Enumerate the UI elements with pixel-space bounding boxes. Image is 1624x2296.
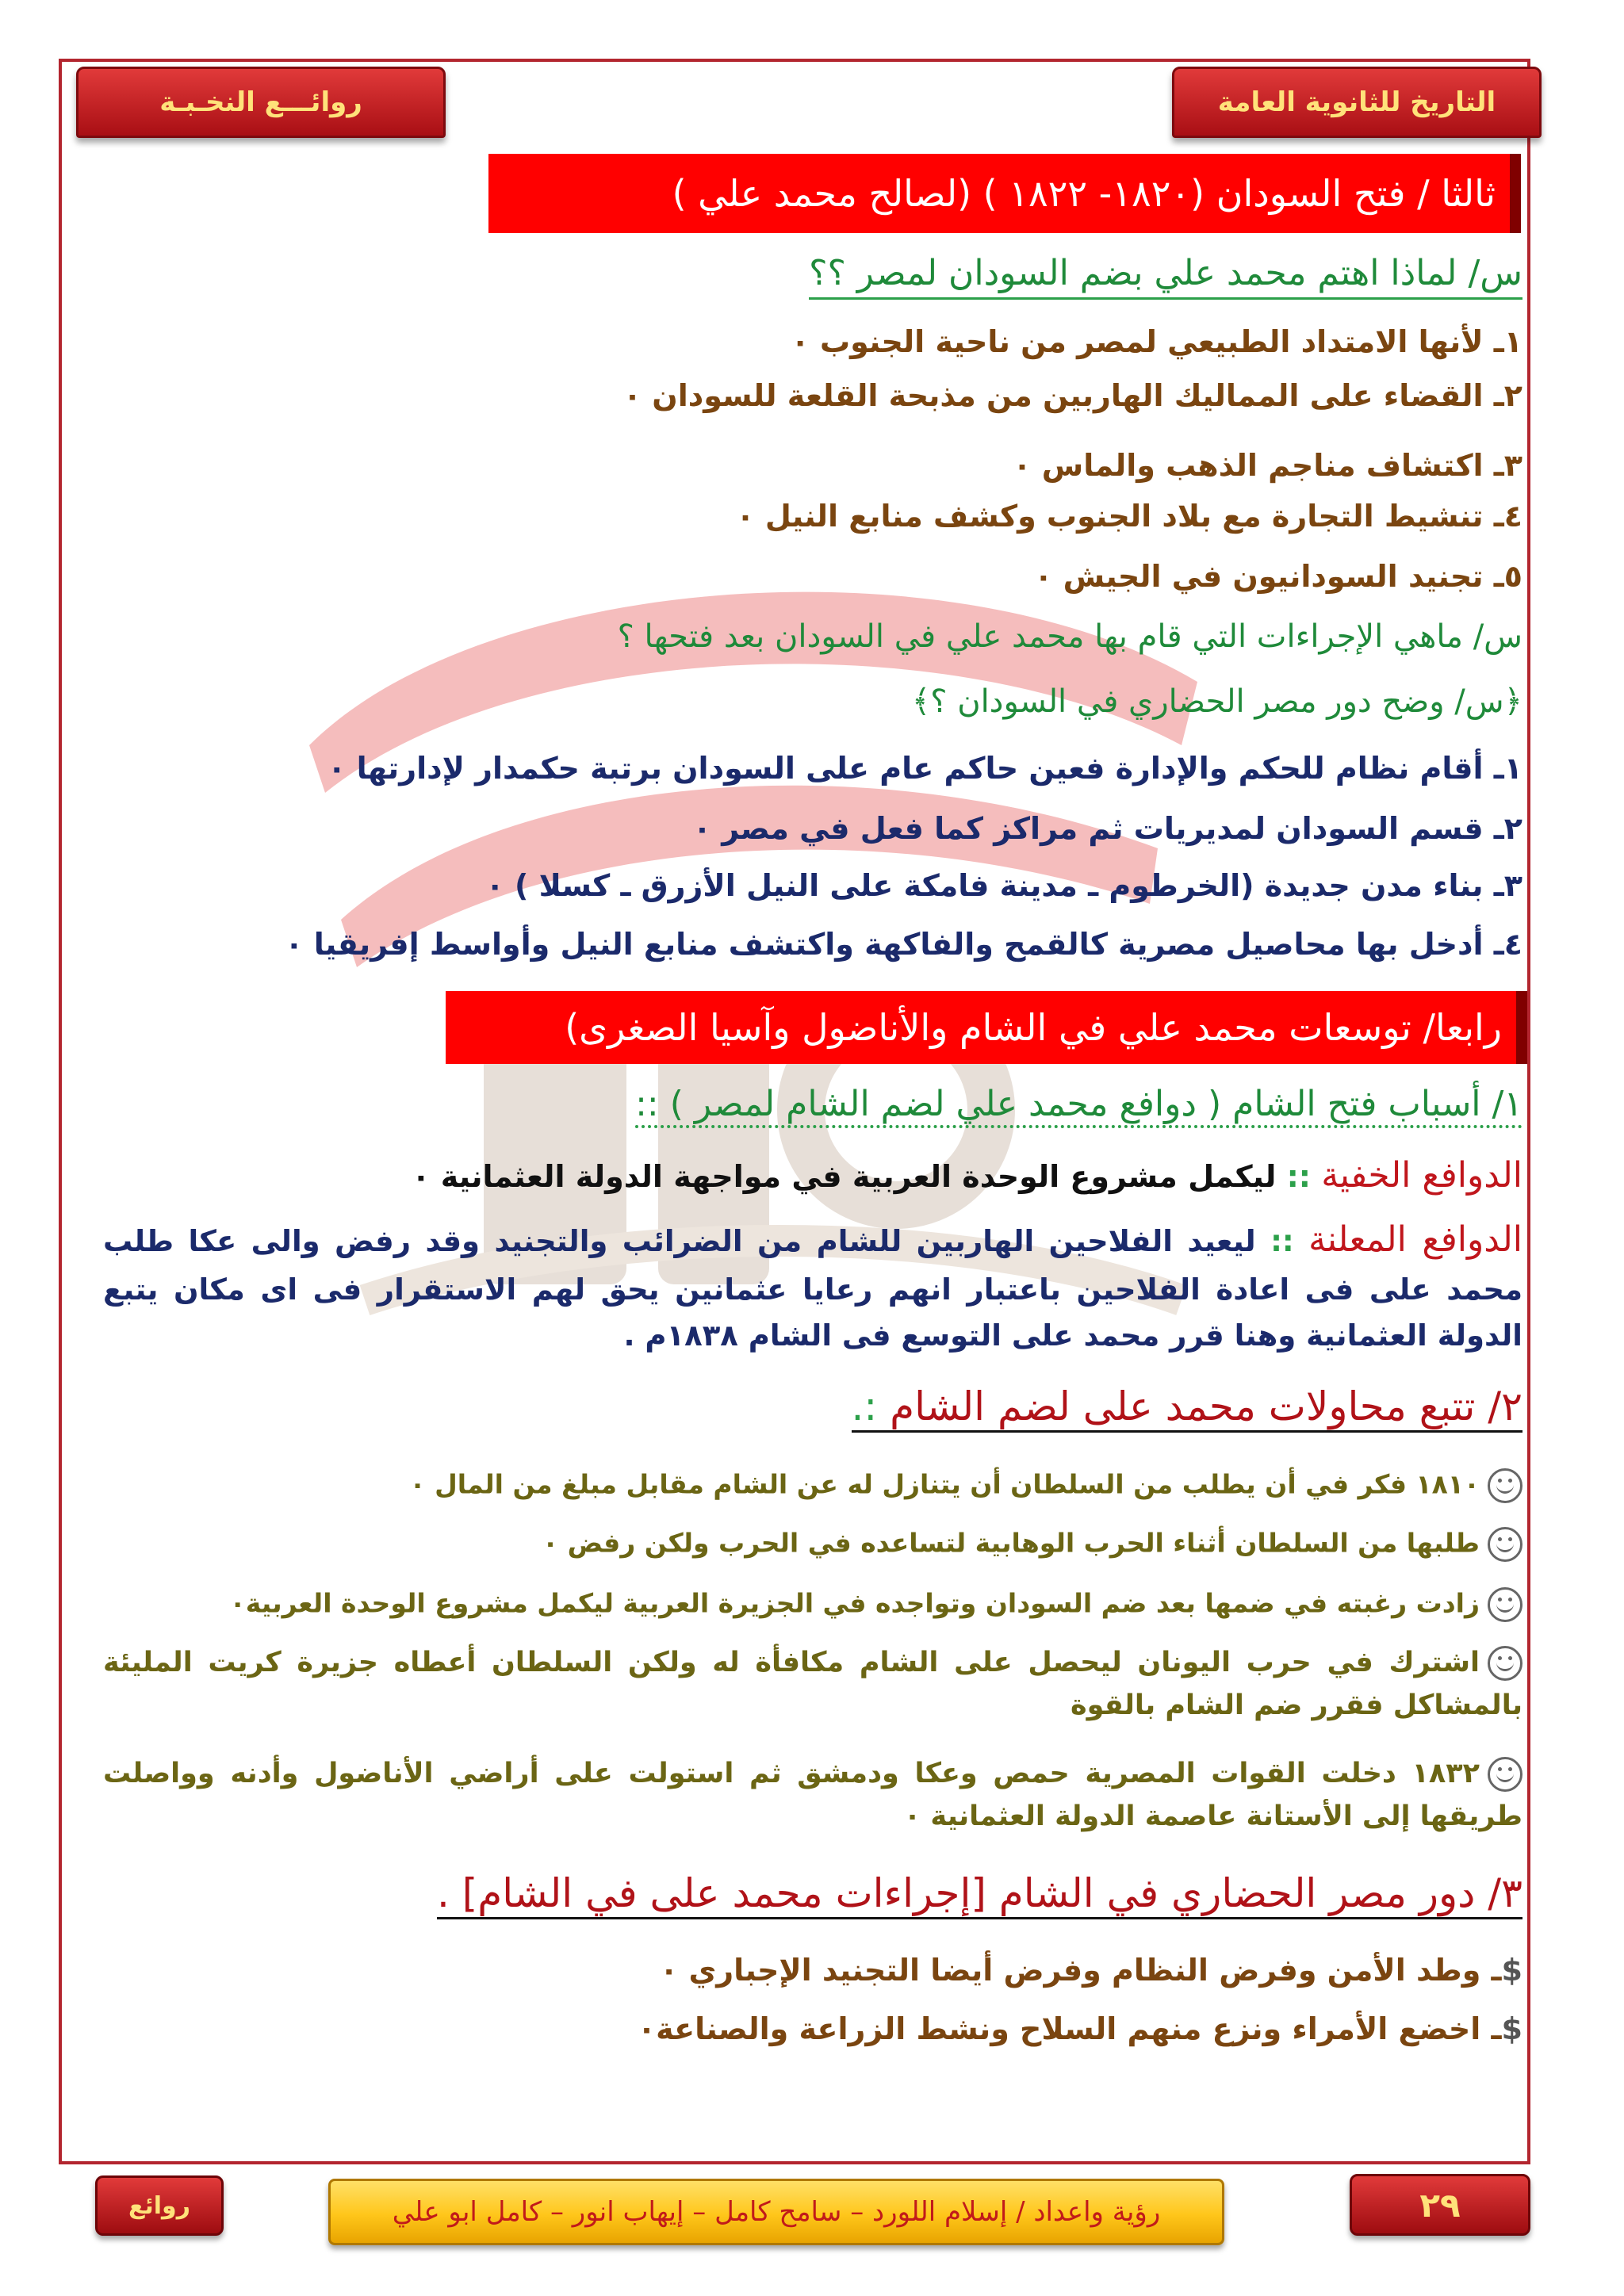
answer-item: ٢ـ القضاء على المماليك الهاربين من مذبحة القلعة للسودان ٠ (622, 378, 1522, 413)
footer-credits: رؤية واعداد / إسلام اللورد – سامح كامل – إيهاب انور – كامل ابو علي (328, 2179, 1224, 2245)
motive-hidden (412, 1156, 1522, 1196)
header-subject-tab: التاريخ للثانوية العامة (1172, 67, 1542, 138)
section-three-banner: ثالثا / فتح السودان (١٨٢٠- ١٨٢٢ ) (لصالح محمد علي ) (488, 154, 1521, 233)
smiley-icon (1488, 1527, 1522, 1562)
attempt-text: ١٨١٠ فكر في أن يطلب من السلطان أن يتنازل له عن الشام مقابل مبلغ من المال ٠ (409, 1468, 1480, 1500)
motive-declared-label: الدوافع المعلنة (1308, 1219, 1523, 1260)
question-one: س/ لماذا اهتم محمد علي بضم السودان لمصر ؟؟ (809, 254, 1522, 300)
answer-item: ٣ـ اكتشاف مناجم الذهب والماس ٠ (1013, 448, 1522, 483)
motive-hidden-separator: :: (1276, 1159, 1322, 1194)
smiley-icon (1488, 1468, 1522, 1503)
bullet-symbol: $ (1501, 1953, 1522, 1988)
answer-item: ٢ـ قسم السودان لمديريات ثم مراكز كما فعل في مصر ٠ (692, 811, 1522, 846)
motive-hidden-label: الدوافع الخفية (1321, 1155, 1522, 1196)
question-two: س/ ماهي الإجراءات التي قام بها محمد علي في السودان بعد فتحها ؟ (617, 618, 1522, 655)
header-series-tab: روائـــع النخـبـة (76, 67, 446, 138)
subheading-civil-role: ٣/ دور مصر الحضاري في الشام [إجراءات محمد على في الشام] . (437, 1871, 1522, 1919)
answer-item: ٣ـ بناء مدن جديدة (الخرطوم ـ مدينة فامكة على النيل الأزرق ـ كسلا ) ٠ (485, 868, 1522, 903)
smiley-icon (1488, 1646, 1522, 1681)
attempt-item (542, 1527, 1522, 1562)
reform-item (660, 1954, 1522, 1988)
subheading-causes: ١/ أسباب فتح الشام ( دوافع محمد علي لضم الشام لمصر ) :: (635, 1085, 1522, 1128)
answer-item: ٤ـ أدخل بها محاصيل مصرية كالقمح والفاكهة واكتشف منابع النيل وأواسط إفريقيا ٠ (285, 927, 1522, 962)
motive-declared-separator: :: (1255, 1224, 1309, 1258)
attempt-item (103, 1752, 1522, 1839)
attempt-text: اشترك في حرب اليونان ليحصل على الشام مكافأة له ولكن السلطان أعطاه جزيرة كريت المليئة بالمشاكل فقرر ضم الشام بالقوة (103, 1647, 1522, 1722)
reform-text: ـ اخضع الأمراء ونزع منهم السلاح ونشط الزراعة والصناعة٠ (637, 2011, 1502, 2046)
subheading-attempts-text: ٢/ تتبع محاولات محمد على لضم الشام (890, 1383, 1522, 1429)
bullet-symbol: $ (1501, 2011, 1522, 2046)
reform-item (638, 2012, 1522, 2047)
attempt-text: زادت رغبته في ضمها بعد ضم السودان وتواجده في الجزيرة العربية ليكمل مشروع الوحدة العربية٠ (229, 1587, 1480, 1619)
answer-item: ٤ـ تنشيط التجارة مع بلاد الجنوب وكشف منابع النيل ٠ (736, 499, 1522, 534)
page-number: ٢٩ (1350, 2174, 1530, 2236)
answer-item: ١ـ أقام نظام للحكم والإدارة فعين حاكم عام على السودان برتبة حكمدار لإدارتها ٠ (327, 751, 1522, 786)
subheading-attempts (852, 1384, 1523, 1433)
motive-declared-text: ليعيد الفلاحين الهاربين للشام من الضرائب والتجنيد وقد رفض والى عكا طلب محمد على فى اعادة الفلاحين باعتبار انهم رعايا عثمانين يحق لهم الاستقرار فى اى مكان يتبع الدولة العثمانية وهنا قرر محمد على التوسع فى الشام ١٨٣٨م . (103, 1224, 1522, 1353)
footer-series-tab: روائع (95, 2175, 224, 2236)
answer-item: ١ـ لأنها الامتداد الطبيعي لمصر من ناحية الجنوب ٠ (791, 324, 1522, 359)
attempt-item (409, 1468, 1522, 1503)
reform-text: ـ وطد الأمن وفرض النظام وفرض أيضا التجنيد الإجباري ٠ (660, 1953, 1502, 1988)
subheading-attempts-tail: :. (851, 1383, 891, 1429)
attempt-item (230, 1587, 1522, 1622)
attempt-text: ١٨٣٢ دخلت القوات المصرية حمص وعكا ودمشق ثم استولت على أراضي الأناضول وأدنه وواصلت طريقها إلى الأستانة عاصمة الدولة العثمانية ٠ (103, 1758, 1522, 1833)
attempt-text: طلبها من السلطان أثناء الحرب الوهابية لتساعده في الحرب ولكن رفض ٠ (542, 1527, 1480, 1559)
section-four-banner: رابعا/ توسعات محمد علي في الشام والأناضول وآسيا الصغرى) (446, 991, 1527, 1064)
attempt-item (103, 1641, 1522, 1728)
answer-item: ٥ـ تجنيد السودانيون في الجيش ٠ (1034, 559, 1522, 594)
smiley-icon (1488, 1587, 1522, 1622)
motive-hidden-text: ليكمل مشروع الوحدة العربية في مواجهة الدولة العثمانية ٠ (412, 1159, 1277, 1194)
motive-declared (103, 1213, 1522, 1358)
smiley-icon (1488, 1757, 1522, 1792)
question-three: ﴿س/ وضح دور مصر الحضاري في السودان ؟﴾ (911, 683, 1522, 720)
